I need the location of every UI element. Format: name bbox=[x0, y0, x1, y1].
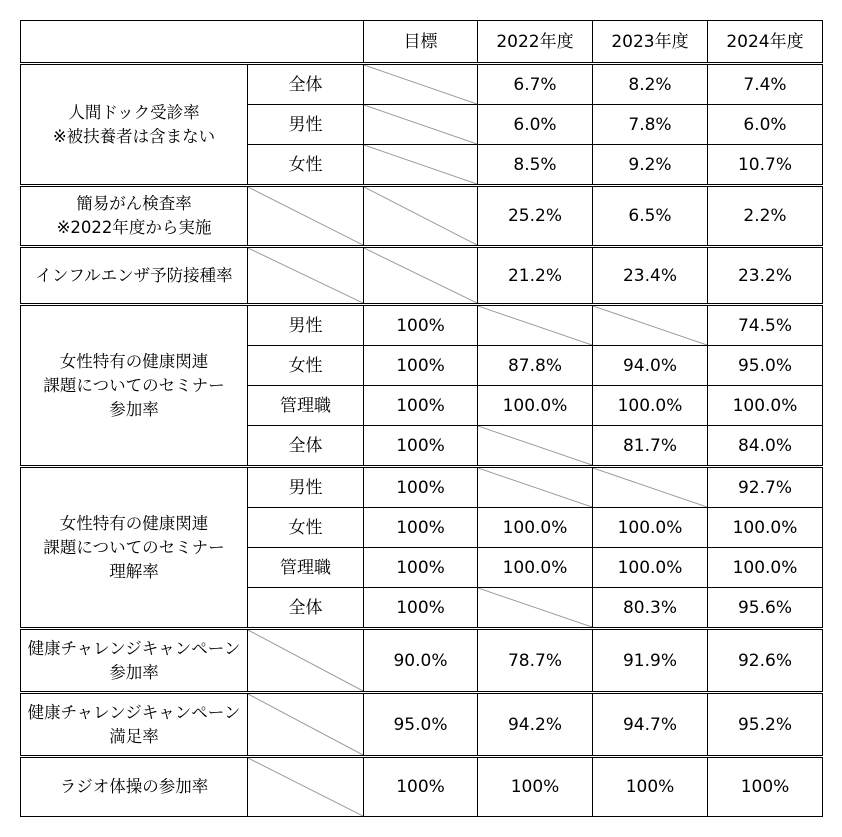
flu-label: インフルエンザ予防接種率 bbox=[21, 247, 248, 305]
value-cell: 80.3% bbox=[593, 588, 708, 629]
value-cell: 91.9% bbox=[593, 629, 708, 693]
header-blank bbox=[21, 21, 364, 64]
diagonal-strike bbox=[478, 468, 592, 507]
table-row bbox=[21, 247, 823, 305]
diagonal-strike bbox=[364, 145, 477, 184]
seminar-understand-label: 女性特有の健康関連 課題についてのセミナー 理解率 bbox=[21, 467, 248, 629]
diagonal-strike bbox=[593, 306, 707, 345]
value-cell: 100% bbox=[708, 757, 823, 817]
radio-label: ラジオ体操の参加率 bbox=[21, 757, 248, 817]
diagonal-line bbox=[364, 248, 477, 303]
target-cell: 100% bbox=[364, 386, 478, 426]
diagonal-line bbox=[593, 306, 707, 345]
value-cell: 10.7% bbox=[708, 145, 823, 186]
sub-label: 女性 bbox=[248, 145, 364, 186]
empty-cell bbox=[364, 145, 478, 186]
target-cell: 95.0% bbox=[364, 693, 478, 757]
health-metrics-table-wrapper bbox=[20, 20, 822, 817]
sub-label: 女性 bbox=[248, 508, 364, 548]
value-cell: 95.0% bbox=[708, 346, 823, 386]
empty-cell bbox=[364, 64, 478, 105]
table-row bbox=[21, 693, 823, 757]
value-cell: 87.8% bbox=[478, 346, 593, 386]
value-cell: 95.6% bbox=[708, 588, 823, 629]
header-2023: 2023年度 bbox=[593, 21, 708, 64]
sub-label: 男性 bbox=[248, 305, 364, 346]
empty-cell bbox=[478, 467, 593, 508]
value-cell: 100.0% bbox=[708, 508, 823, 548]
table-row bbox=[21, 757, 823, 817]
value-cell: 94.7% bbox=[593, 693, 708, 757]
value-cell: 100.0% bbox=[708, 548, 823, 588]
diagonal-line bbox=[248, 187, 363, 245]
value-cell: 100.0% bbox=[478, 386, 593, 426]
value-cell: 81.7% bbox=[593, 426, 708, 467]
diagonal-strike bbox=[593, 468, 707, 507]
diagonal-strike bbox=[248, 248, 363, 303]
empty-cell bbox=[364, 186, 478, 247]
diagonal-strike bbox=[478, 306, 592, 345]
dock-label: 人間ドック受診率 ※被扶養者は含まない bbox=[21, 64, 248, 186]
diagonal-line bbox=[478, 426, 592, 465]
health-metrics-table bbox=[20, 20, 823, 817]
empty-cell bbox=[478, 588, 593, 629]
empty-cell bbox=[593, 467, 708, 508]
value-cell: 92.7% bbox=[708, 467, 823, 508]
diagonal-strike bbox=[248, 694, 363, 755]
value-cell: 2.2% bbox=[708, 186, 823, 247]
header-2022: 2022年度 bbox=[478, 21, 593, 64]
value-cell: 8.5% bbox=[478, 145, 593, 186]
value-cell: 8.2% bbox=[593, 64, 708, 105]
target-cell: 100% bbox=[364, 757, 478, 817]
diagonal-strike bbox=[364, 105, 477, 144]
target-cell: 100% bbox=[364, 508, 478, 548]
value-cell: 74.5% bbox=[708, 305, 823, 346]
value-cell: 9.2% bbox=[593, 145, 708, 186]
diagonal-strike bbox=[248, 758, 363, 816]
diagonal-strike bbox=[364, 65, 477, 104]
empty-cell bbox=[248, 629, 364, 693]
value-cell: 23.2% bbox=[708, 247, 823, 305]
table-row bbox=[21, 305, 823, 346]
sub-label: 全体 bbox=[248, 426, 364, 467]
header-target: 目標 bbox=[364, 21, 478, 64]
value-cell: 6.0% bbox=[708, 105, 823, 145]
value-cell: 95.2% bbox=[708, 693, 823, 757]
cancer-label: 簡易がん検査率 ※2022年度から実施 bbox=[21, 186, 248, 247]
value-cell: 100% bbox=[593, 757, 708, 817]
empty-cell bbox=[593, 305, 708, 346]
target-cell: 100% bbox=[364, 548, 478, 588]
sub-label: 男性 bbox=[248, 105, 364, 145]
diagonal-line bbox=[248, 758, 363, 816]
value-cell: 6.7% bbox=[478, 64, 593, 105]
target-cell: 90.0% bbox=[364, 629, 478, 693]
sub-label: 管理職 bbox=[248, 548, 364, 588]
value-cell: 100.0% bbox=[708, 386, 823, 426]
empty-cell bbox=[478, 426, 593, 467]
value-cell: 78.7% bbox=[478, 629, 593, 693]
value-cell: 21.2% bbox=[478, 247, 593, 305]
target-cell: 100% bbox=[364, 467, 478, 508]
sub-label: 男性 bbox=[248, 467, 364, 508]
sub-label: 全体 bbox=[248, 588, 364, 629]
sub-label: 管理職 bbox=[248, 386, 364, 426]
diagonal-line bbox=[248, 248, 363, 303]
seminar-join-label: 女性特有の健康関連 課題についてのセミナー 参加率 bbox=[21, 305, 248, 467]
empty-cell bbox=[248, 757, 364, 817]
target-cell: 100% bbox=[364, 346, 478, 386]
target-cell: 100% bbox=[364, 305, 478, 346]
value-cell: 100.0% bbox=[593, 548, 708, 588]
empty-cell bbox=[364, 105, 478, 145]
value-cell: 23.4% bbox=[593, 247, 708, 305]
table-row bbox=[21, 64, 823, 105]
empty-cell bbox=[248, 247, 364, 305]
diagonal-strike bbox=[478, 426, 592, 465]
diagonal-line bbox=[364, 105, 477, 144]
diagonal-strike bbox=[248, 187, 363, 245]
value-cell: 92.6% bbox=[708, 629, 823, 693]
diagonal-line bbox=[593, 468, 707, 507]
value-cell: 100.0% bbox=[593, 386, 708, 426]
value-cell: 6.0% bbox=[478, 105, 593, 145]
value-cell: 94.2% bbox=[478, 693, 593, 757]
empty-cell bbox=[478, 305, 593, 346]
value-cell: 7.4% bbox=[708, 64, 823, 105]
value-cell: 100% bbox=[478, 757, 593, 817]
target-cell: 100% bbox=[364, 426, 478, 467]
diagonal-line bbox=[478, 468, 592, 507]
header-row bbox=[21, 21, 823, 64]
empty-cell bbox=[364, 247, 478, 305]
value-cell: 84.0% bbox=[708, 426, 823, 467]
value-cell: 6.5% bbox=[593, 186, 708, 247]
diagonal-line bbox=[248, 694, 363, 755]
diagonal-strike bbox=[478, 588, 592, 627]
empty-cell bbox=[248, 693, 364, 757]
target-cell: 100% bbox=[364, 588, 478, 629]
empty-cell bbox=[248, 186, 364, 247]
diagonal-line bbox=[478, 306, 592, 345]
table-row bbox=[21, 467, 823, 508]
table-row bbox=[21, 629, 823, 693]
diagonal-line bbox=[364, 65, 477, 104]
diagonal-strike bbox=[364, 248, 477, 303]
challenge-satisfy-label: 健康チャレンジキャンペーン 満足率 bbox=[21, 693, 248, 757]
table-row bbox=[21, 186, 823, 247]
diagonal-strike bbox=[248, 630, 363, 691]
value-cell: 94.0% bbox=[593, 346, 708, 386]
challenge-join-label: 健康チャレンジキャンペーン 参加率 bbox=[21, 629, 248, 693]
value-cell: 25.2% bbox=[478, 186, 593, 247]
value-cell: 100.0% bbox=[478, 548, 593, 588]
value-cell: 7.8% bbox=[593, 105, 708, 145]
diagonal-line bbox=[478, 588, 592, 627]
header-2024: 2024年度 bbox=[708, 21, 823, 64]
value-cell: 100.0% bbox=[478, 508, 593, 548]
sub-label: 女性 bbox=[248, 346, 364, 386]
sub-label: 全体 bbox=[248, 64, 364, 105]
diagonal-line bbox=[364, 187, 477, 245]
diagonal-line bbox=[364, 145, 477, 184]
value-cell: 100.0% bbox=[593, 508, 708, 548]
diagonal-strike bbox=[364, 187, 477, 245]
diagonal-line bbox=[248, 630, 363, 691]
